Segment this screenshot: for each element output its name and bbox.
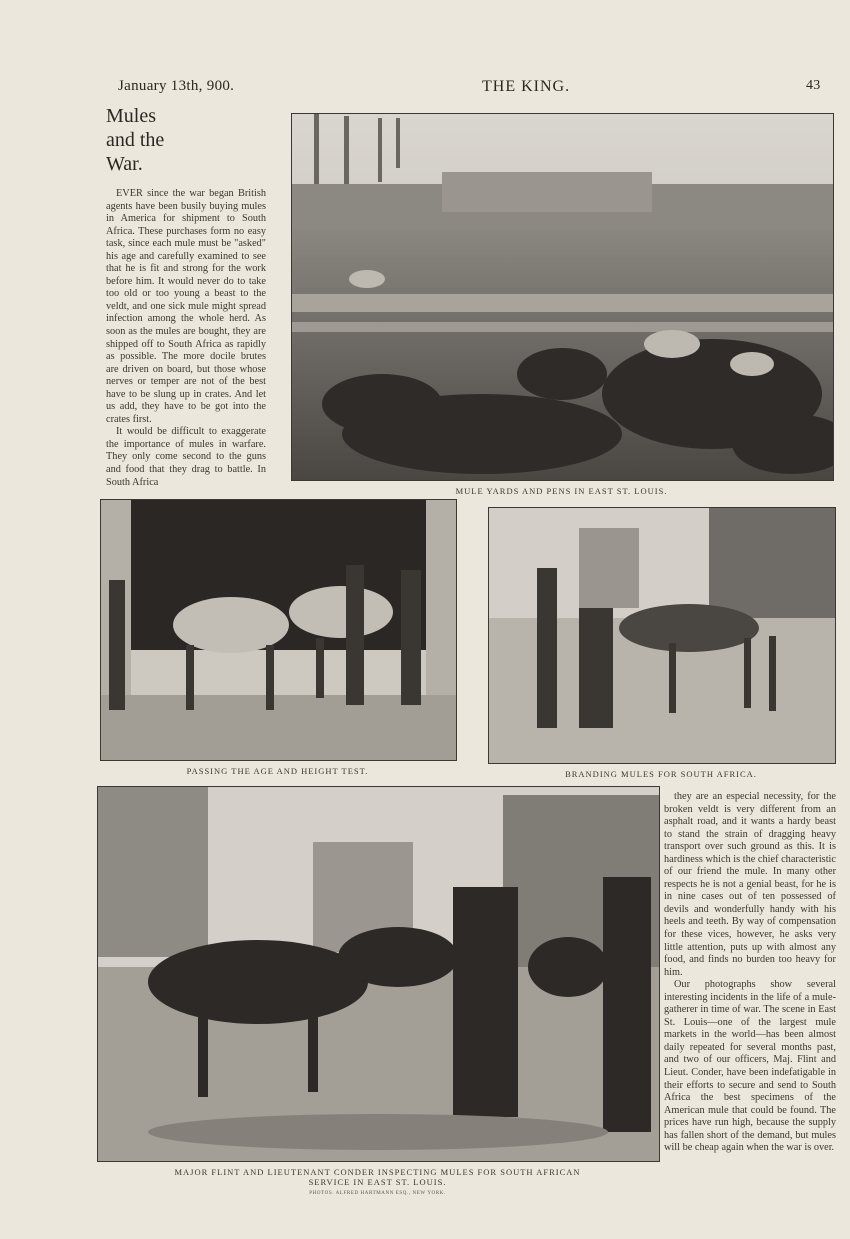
paragraph: It would be difficult to exaggerate the importance of mules in warfare. They only come second to the guns and food that they drag to battle. In South Africa: [106, 426, 266, 488]
magazine-title: THE KING.: [482, 78, 571, 95]
article-headline: [106, 104, 276, 176]
article-column-right: [664, 791, 836, 1186]
paragraph: EVER since the war began British agents have been busily buying mules in America for shipment to South Africa. These purchases form no easy task, since each mule must be "asked" his age and carefully examined to see that he is fit and strong for the work before him. It would never do to take too old or too young a beast to the veldt, and one sick mule might spread infection among the whole herd. As soon as the mules are bought, they are shipped off to South Africa as rapidly as possible. The more docile brutes are driven on board, but those whose nerves or temper are not of the best have to be slung up in crates. And let us add, they have to be got into the crates first.: [106, 188, 266, 425]
issue-date: January 13th, 900.: [118, 78, 235, 94]
age-height-test-photo: [100, 499, 457, 761]
photo-credit: PHOTOS. ALFRED HARTMANN ESQ., NEW YORK.: [309, 1191, 446, 1196]
paragraph: Our photographs show several interesting incidents in the life of a mule-gatherer in time of war. The scene in East St. Louis—one of the largest mule markets in the world—has been almost daily repeated for several months past, and two of our officers, Maj. Flint and Lieut. Conder, have been indefatigable in their efforts to secure and send to South Africa the best specimens of the American mule that could be found. The prices have run high, because the supply has fallen short of the demand, but mules will be cheap again when the war is over.: [664, 979, 836, 1154]
headline-line-3: War.: [106, 153, 143, 175]
mule-yards-caption: MULE YARDS AND PENS IN EAST ST. LOUIS.: [455, 486, 668, 496]
mule-yards-photo: [291, 113, 834, 481]
page-number: 43: [806, 78, 821, 93]
age-height-test-illustration: [101, 500, 456, 760]
age-height-test-caption: PASSING THE AGE AND HEIGHT TEST.: [186, 766, 369, 776]
article-column-left: [106, 188, 266, 490]
branding-photo: [488, 507, 836, 764]
branding-illustration: [489, 508, 835, 763]
officers-inspecting-photo: [97, 786, 660, 1162]
officers-inspecting-caption-line-1: MAJOR FLINT AND LIEUTENANT CONDER INSPECTING MULES FOR SOUTH AFRICAN: [174, 1167, 581, 1177]
officers-inspecting-illustration: [98, 787, 659, 1161]
branding-caption: BRANDING MULES FOR SOUTH AFRICA.: [565, 769, 757, 779]
mule-yards-illustration: [292, 114, 833, 480]
paragraph: they are an especial necessity, for the broken veldt is very different from an asphalt road, and it wants a hardy beast to stand the strain of dragging heavy transport over such ground as this. It is hardiness which is the chief characteristic of our friend the mule. In many other respects he is not a genial beast, for he is in nine cases out of ten possessed of devils and wonderfully handy with his heels and teeth. By way of compensation for these vices, however, he asks very little attention, puts up with almost any food, and finds no burden too heavy for him.: [664, 791, 836, 978]
headline-line-2: and the: [106, 129, 165, 151]
officers-inspecting-caption: [97, 1167, 658, 1187]
officers-inspecting-caption-line-2: SERVICE IN EAST ST. LOUIS.: [308, 1177, 447, 1187]
headline-line-1: Mules: [106, 105, 156, 127]
